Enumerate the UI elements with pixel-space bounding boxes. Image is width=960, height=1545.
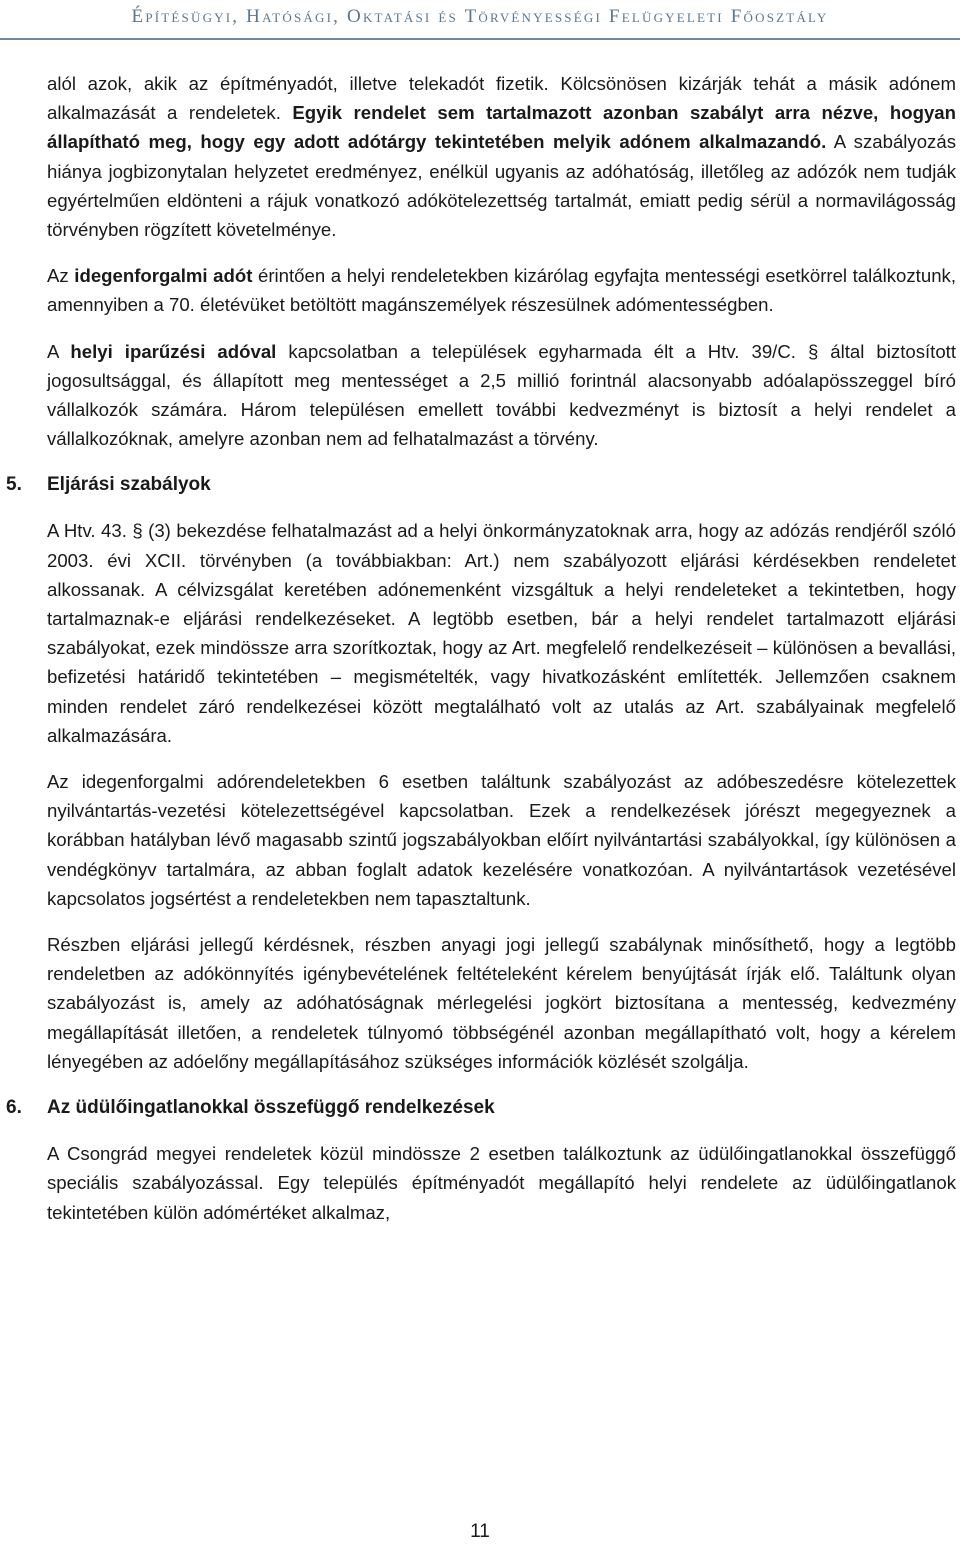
- section-title: Az üdülőingatlanokkal összefüggő rendelkezések: [47, 1097, 495, 1119]
- running-header: [0, 0, 960, 40]
- section-number: 6.: [6, 1097, 22, 1119]
- page-number: 11: [470, 1521, 490, 1542]
- paragraph: Az idegenforgalmi adórendeletekben 6 esetben találtunk szabályozást az adóbeszedésre kötelezettek nyilvántartás-vezetési kötelezettségével kapcsolatban. Ezek a rendelkezések jórészt megegyeznek a korábban hatályban lévő magasabb szintű jogszabályokban előírt nyilvántartási szabályokkal, így különösen a vendégkönyv tartalmára, az abban foglalt adatok kezelésére vonatkozóan. A nyilvántartások vezetésével kapcsolatos jogsértést a rendeletekben nem tapasztaltunk.: [47, 771, 956, 909]
- section-heading: [6, 1093, 956, 1123]
- paragraph: A Htv. 43. § (3) bekezdése felhatalmazást ad a helyi önkormányzatoknak arra, hogy az adózás rendjéről szóló 2003. évi XCII. törvényben (a továbbiakban: Art.) nem szabályozott eljárási kérdésekben rendeletet alkossanak. A célvizsgálat keretében adónemenként vizsgáltuk a helyi rendeleteket a tekintetben, hogy tartalmaznak-e eljárási rendelkezéseket. A legtöbb esetben, bár a helyi rendelet tartalmazott eljárási szabályokat, ezek mindössze arra szorítkoztak, hogy az Art. megfelelő rendelkezéseit – különösen a bevallási, befizetési határidő tekintetében – megismételték, vagy hivatkozásként említették. Jellemzően csaknem minden rendelet záró rendelkezései között megtalálható volt az utalás az Art. szabályainak megfelelő alkalmazására.: [47, 520, 956, 746]
- paragraph: A Csongrád megyei rendeletek közül mindössze 2 esetben találkoztunk az üdülőingatlanokkal összefüggő speciális szabályozással. Egy település építményadót megállapító helyi rendelete az üdülőingatlanok tekintetében külön adómértéket alkalmaz,: [47, 1143, 956, 1223]
- header-title: Építésügyi, Hatósági, Oktatási és Törvényességi Felügyeleti Főosztály: [131, 6, 829, 27]
- paragraph: Az idegenforgalmi adót érintően a helyi rendeletekben kizárólag egyfajta mentességi esetkörrel találkoztunk, amennyiben a 70. életévüket betöltött magánszemélyek részesülnek adómentességben.: [47, 265, 956, 316]
- section-title: Eljárási szabályok: [47, 474, 211, 496]
- paragraph: A helyi iparűzési adóval kapcsolatban a települések egyharmada élt a Htv. 39/C. § által biztosított jogosultsággal, és állapított meg mentességet a 2,5 millió forintnál alacsonyabb adóalapösszeggel bíró vállalkozók számára. Három településen emellett további kedvezményt is biztosít a helyi rendelet a vállalkozóknak, amelyre azonban nem ad felhatalmazást a törvény.: [47, 340, 957, 450]
- paragraph: alól azok, akik az építményadót, illetve telekadót fizetik. Kölcsönösen kizárják tehát a másik adónem alkalmazását a rendeletek. Egyik rendelet sem tartalmazott azonban szabályt arra nézve, hogyan állapítható meg, hogy egy adott adótárgy tekintetében melyik adónem alkalmazandó. A szabályozás hiánya jogbizonytalan helyzetet eredményez, enélkül ugyanis az adóhatóság, illetőleg az adózók nem tudják egyértelműen eldönteni a rájuk vonatkozó adókötelezettség tartalmát, emiatt pedig sérül a normavilágosság törvényben rögzített követelménye.: [47, 73, 956, 241]
- page-body: [6, 69, 957, 1244]
- paragraph: Részben eljárási jellegű kérdésnek, részben anyagi jogi jellegű szabálynak minősíthető, hogy a legtöbb rendeletben az adókönnyítés igénybevételének feltételeként kérelem benyújtását írják elő. Találtunk olyan szabályozást is, amely az adóhatóságnak mérlegelési jogkört biztosítana a mentesség, kedvezmény megállapítását illetően, a rendeletek túlnyomó többségénél azonban megállapítható volt, hogy a kérelem lényegében az adóelőny megállapításához szükséges információk közlését szolgálja.: [47, 934, 956, 1072]
- section-heading: [6, 470, 956, 500]
- section-number: 5.: [6, 474, 22, 496]
